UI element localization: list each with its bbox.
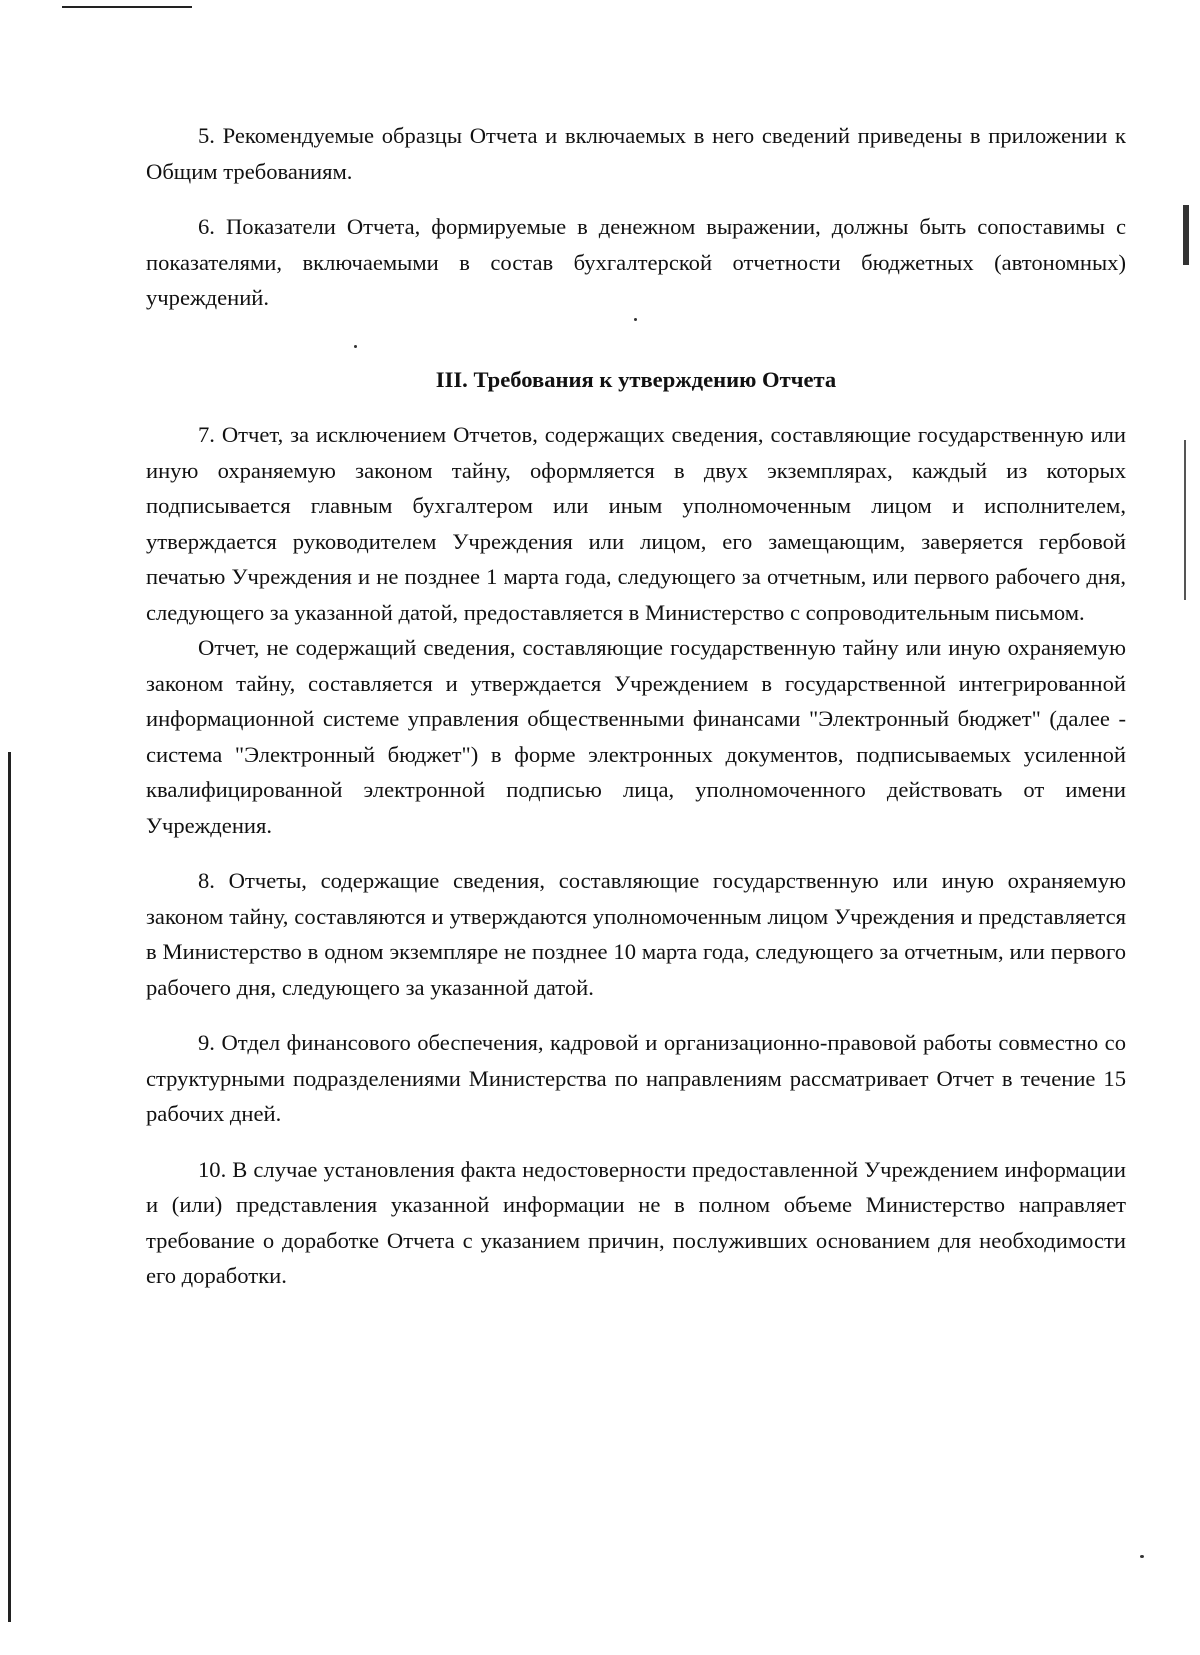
- paragraph-5: 5. Рекомендуемые образцы Отчета и включаемых в него сведений приведены в приложении к Общим требованиям.: [146, 123, 1126, 184]
- scan-artifact-right-margin-line: [1184, 440, 1186, 600]
- scan-artifact-right-mark: [1183, 205, 1189, 265]
- paragraph-10: 10. В случае установления факта недостоверности предоставленной Учреждением информации и (или) представления указанной информации не в полном объеме Министерство направляет требование о доработке Отчета с указанием причин, послуживших основанием для необходимости его доработки.: [146, 1156, 1126, 1288]
- scan-artifact-dot: [1140, 1555, 1144, 1558]
- paragraph-8: 8. Отчеты, содержащие сведения, составляющие государственную или иную охраняемую законом тайну, составляются и утверждаются уполномоченным лицом Учреждения и представляется в Министерство в одном экземпляре не позднее 10 марта года, следующего за отчетным, или первого рабочего дня, следующего за указанной датой.: [146, 868, 1126, 1000]
- paragraph-7-continued: Отчет, не содержащий сведения, составляющие государственную тайну или иную охраняемую законом тайну, составляется и утверждается Учреждением в государственной интегрированной информационной системе управления общественными финансами "Электронный бюджет" (далее - система "Электронный бюджет") в форме электронных документов, подписываемых усиленной квалифицированной электронной подписью лица, уполномоченного действовать от имени Учреждения.: [146, 635, 1126, 838]
- scan-artifact-top-line: [62, 6, 192, 8]
- paragraph-6: 6. Показатели Отчета, формируемые в денежном выражении, должны быть сопоставимы с показателями, включаемыми в состав бухгалтерской отчетности бюджетных (автономных) учреждений.: [146, 214, 1126, 310]
- paragraph-9: 9. Отдел финансового обеспечения, кадровой и организационно-правовой работы совместно со структурными подразделениями Министерства по направлениям рассматривает Отчет в течение 15 рабочих дней.: [146, 1030, 1126, 1126]
- section-title: III. Требования к утверждению Отчета: [435, 366, 837, 392]
- scan-artifact-left-margin-line: [8, 752, 11, 1622]
- document-body: [146, 118, 1126, 1294]
- paragraph-7: 7. Отчет, за исключением Отчетов, содержащих сведения, составляющие государственную или иную охраняемую законом тайну, оформляется в двух экземплярах, каждый из которых подписывается главным бухгалтером или иным уполномоченным лицом и исполнителем, утверждается руководителем Учреждения или лицом, его замещающим, заверяется гербовой печатью Учреждения и не позднее 1 марта года, следующего за отчетным, или первого рабочего дня, следующего за указанной датой, предоставляется в Министерство с сопроводительным письмом.: [146, 422, 1126, 625]
